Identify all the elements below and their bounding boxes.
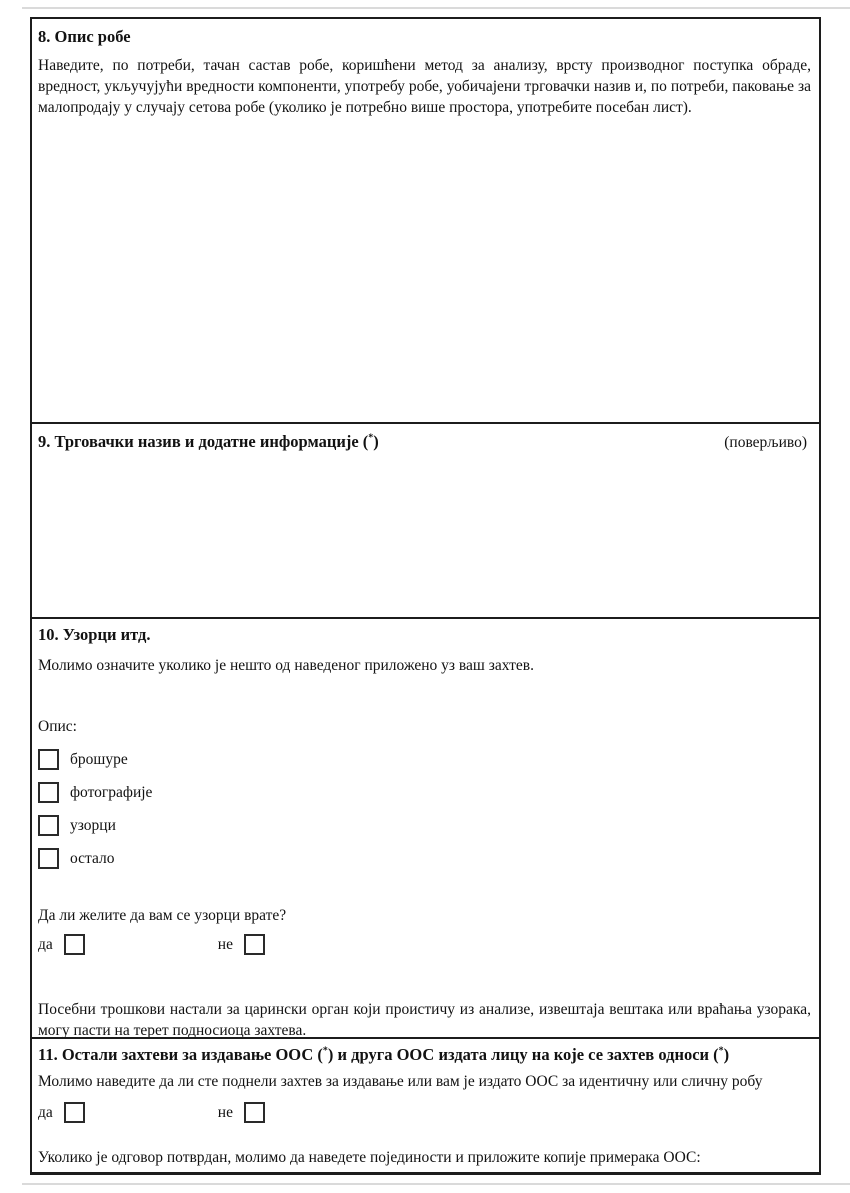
section-9-title — [38, 432, 379, 452]
prior-ooc-no-checkbox[interactable] — [244, 1102, 265, 1123]
section-10-title: 10. Узорци итд. — [38, 625, 151, 644]
attachment-option-other — [38, 847, 811, 869]
samples-return-yes-checkbox[interactable] — [64, 934, 85, 955]
section-8-entry-area[interactable] — [38, 118, 811, 378]
customs-form-box — [30, 17, 821, 1175]
section-11-intro: Молимо наведите да ли сте поднели захтев за издавање или вам је издато ООС за идентичну или сличну робу — [38, 1073, 763, 1090]
section-11-footer-note: Уколико је одговор потврдан, молимо да наведете појединости и приложите копије примерака ООС: — [38, 1149, 701, 1166]
attachment-option-label: остало — [70, 849, 115, 867]
section-11-title-part1: 11. Остали захтеви за издавање ООС ( — [38, 1045, 323, 1064]
section-9-trade-name — [32, 422, 819, 617]
yes-option — [38, 934, 85, 955]
section-11-title-part2: ) и друга ООС издата лицу на које се захтев односи ( — [327, 1045, 719, 1064]
no-option — [218, 1102, 265, 1123]
prior-ooc-yesno — [38, 1102, 811, 1123]
samples-return-yesno — [38, 934, 811, 955]
page-edge-rule-bottom — [22, 1183, 850, 1185]
no-option — [218, 934, 265, 955]
section-10-intro: Молимо означите уколико је нешто од наведеног приложено уз ваш захтев. — [38, 657, 534, 674]
attachment-option-samples — [38, 814, 811, 836]
other-checkbox[interactable] — [38, 848, 59, 869]
section-11-title-part3: ) — [723, 1045, 730, 1064]
page-edge-rule-top — [22, 7, 850, 9]
yes-option — [38, 1102, 85, 1123]
samples-checkbox[interactable] — [38, 815, 59, 836]
section-8-instructions: Наведите, по потреби, тачан састав робе, коришћени метод за анализу, врсту производног поступка обраде, вредност, укључујући вредности компоненти, употребу робе, уобичајени трговачки назив и, по потреби, паковање за малопродају у случају сетова робе (уколико је потребно више простора, употребите посебан лист). — [38, 57, 811, 116]
section-9-title-close: ) — [373, 432, 379, 451]
no-label: не — [217, 1103, 233, 1121]
attachment-option-photographs — [38, 781, 811, 803]
section-10-samples — [32, 617, 819, 1037]
prior-ooc-yes-checkbox[interactable] — [64, 1102, 85, 1123]
attachment-option-label: брошуре — [70, 750, 128, 768]
asterisk-note-marker: * — [368, 432, 374, 444]
yes-label: да — [38, 1103, 53, 1121]
attachment-option-brochures — [38, 748, 811, 770]
samples-return-no-checkbox[interactable] — [244, 934, 265, 955]
no-label: не — [217, 935, 233, 953]
section-9-title-text: 9. Трговачки назив и додатне информације ( — [38, 432, 369, 451]
yes-label: да — [38, 935, 53, 953]
section-9-entry-area[interactable] — [38, 452, 811, 602]
samples-return-question: Да ли желите да вам се узорци врате? — [38, 907, 287, 924]
section-8-goods-description — [32, 27, 819, 422]
special-costs-note: Посебни трошкови настали за царински орган који проистичу из анализе, извештаја вештака или враћања узорака, могу пасти на терет подносиоца захтева. — [38, 1001, 811, 1039]
attachment-option-label: фотографије — [70, 783, 153, 801]
photographs-checkbox[interactable] — [38, 782, 59, 803]
section-8-title: 8. Опис робе — [38, 27, 131, 46]
section-11-title — [38, 1045, 811, 1065]
brochures-checkbox[interactable] — [38, 749, 59, 770]
asterisk-note-marker: * — [322, 1045, 328, 1057]
asterisk-note-marker: * — [718, 1045, 724, 1057]
section-11-other-requests — [32, 1037, 819, 1180]
description-label: Опис: — [38, 718, 77, 735]
confidential-label: (поверљиво) — [724, 434, 807, 451]
attachment-option-label: узорци — [70, 816, 116, 834]
